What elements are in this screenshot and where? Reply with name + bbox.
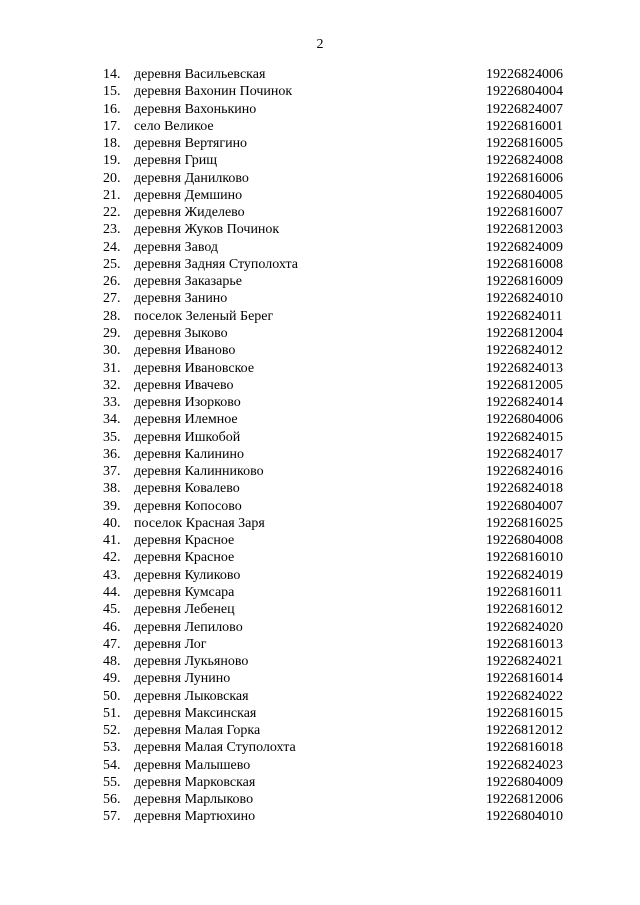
oktmo-code: 19226824017 (486, 446, 563, 462)
oktmo-code: 19226824013 (486, 360, 563, 376)
oktmo-code: 19226804009 (486, 774, 563, 790)
oktmo-code: 19226824018 (486, 481, 563, 497)
item-number: 54. (103, 757, 121, 773)
list-item (0, 757, 640, 774)
list-item (0, 342, 640, 359)
list-item (0, 411, 640, 428)
list-item (0, 308, 640, 325)
list-item (0, 791, 640, 808)
oktmo-code: 19226812006 (486, 792, 563, 808)
list-item (0, 170, 640, 187)
list-item (0, 549, 640, 566)
settlement-name: деревня Красное (134, 550, 235, 566)
list-item (0, 118, 640, 135)
item-number: 42. (103, 550, 121, 566)
oktmo-code: 19226804005 (486, 187, 563, 203)
list-item (0, 567, 640, 584)
list-item (0, 152, 640, 169)
settlement-name: деревня Задняя Ступолохта (134, 256, 299, 272)
settlement-name: деревня Ишкобой (134, 429, 241, 445)
list-item (0, 739, 640, 756)
list-item (0, 670, 640, 687)
oktmo-code: 19226816013 (486, 636, 563, 652)
item-number: 55. (103, 774, 121, 790)
settlement-name: деревня Кумсара (134, 584, 235, 600)
settlement-name: деревня Красное (134, 533, 235, 549)
oktmo-code: 19226824011 (486, 308, 563, 324)
item-number: 41. (103, 533, 121, 549)
oktmo-code: 19226824014 (486, 395, 563, 411)
oktmo-code: 19226816005 (486, 136, 563, 152)
item-number: 20. (103, 170, 121, 186)
settlement-name: деревня Куликово (134, 567, 241, 583)
oktmo-code: 19226824007 (486, 101, 563, 117)
oktmo-code: 19226816012 (486, 602, 563, 618)
item-number: 37. (103, 464, 121, 480)
oktmo-code: 19226812004 (486, 325, 563, 341)
item-number: 21. (103, 187, 121, 203)
settlement-list (0, 66, 640, 826)
oktmo-code: 19226812003 (486, 222, 563, 238)
oktmo-code: 19226824006 (486, 67, 563, 82)
settlement-name: деревня Лебенец (134, 602, 235, 618)
list-item (0, 135, 640, 152)
list-item (0, 256, 640, 273)
settlement-name: деревня Вахонькино (134, 101, 257, 117)
oktmo-code: 19226804006 (486, 412, 563, 428)
item-number: 27. (103, 291, 121, 307)
oktmo-code: 19226824012 (486, 343, 563, 359)
oktmo-code: 19226816001 (486, 118, 563, 134)
item-number: 57. (103, 809, 121, 825)
item-number: 30. (103, 343, 121, 359)
oktmo-code: 19226824008 (486, 153, 563, 169)
settlement-name: поселок Зеленый Берег (134, 308, 274, 324)
oktmo-code: 19226824019 (486, 567, 563, 583)
list-item (0, 636, 640, 653)
oktmo-code: 19226824016 (486, 464, 563, 480)
item-number: 15. (103, 84, 121, 100)
oktmo-code: 19226816025 (486, 515, 563, 531)
item-number: 45. (103, 602, 121, 618)
list-item (0, 377, 640, 394)
list-item (0, 722, 640, 739)
item-number: 40. (103, 515, 121, 531)
oktmo-code: 19226816009 (486, 274, 563, 290)
item-number: 18. (103, 136, 121, 152)
list-item (0, 325, 640, 342)
oktmo-code: 19226824021 (486, 654, 563, 670)
item-number: 53. (103, 740, 121, 756)
list-item (0, 290, 640, 307)
list-item (0, 774, 640, 791)
list-item (0, 532, 640, 549)
item-number: 47. (103, 636, 121, 652)
settlement-name: деревня Жуков Починок (134, 222, 280, 238)
list-item (0, 221, 640, 238)
list-item (0, 688, 640, 705)
list-item (0, 808, 640, 825)
item-number: 52. (103, 723, 121, 739)
oktmo-code: 19226824010 (486, 291, 563, 307)
settlement-name: деревня Демшино (134, 187, 243, 203)
settlement-name: поселок Красная Заря (134, 515, 265, 531)
oktmo-code: 19226824022 (486, 688, 563, 704)
oktmo-code: 19226816006 (486, 170, 563, 186)
settlement-name: деревня Лог (134, 636, 207, 652)
settlement-name: деревня Лукьяново (134, 654, 249, 670)
settlement-name: деревня Ивановское (134, 360, 255, 376)
settlement-name: деревня Данилково (134, 170, 249, 186)
item-number: 39. (103, 498, 121, 514)
list-item (0, 187, 640, 204)
list-item (0, 515, 640, 532)
item-number: 25. (103, 256, 121, 272)
settlement-name: деревня Завод (134, 239, 219, 255)
oktmo-code: 19226824015 (486, 429, 563, 445)
list-item (0, 619, 640, 636)
settlement-name: деревня Копосово (134, 498, 242, 514)
settlement-name: деревня Грищ (134, 153, 218, 169)
oktmo-code: 19226816018 (486, 740, 563, 756)
list-item (0, 66, 640, 83)
settlement-name: деревня Ивачево (134, 377, 234, 393)
settlement-name: деревня Лепилово (134, 619, 243, 635)
item-number: 32. (103, 377, 121, 393)
item-number: 26. (103, 274, 121, 290)
settlement-name: деревня Васильевская (134, 67, 266, 82)
oktmo-code: 19226804010 (486, 809, 563, 825)
list-item (0, 584, 640, 601)
list-item (0, 101, 640, 118)
item-number: 44. (103, 584, 121, 600)
item-number: 28. (103, 308, 121, 324)
settlement-name: деревня Марковская (134, 774, 256, 790)
item-number: 22. (103, 205, 121, 221)
oktmo-code: 19226824020 (486, 619, 563, 635)
settlement-name: деревня Занино (134, 291, 228, 307)
settlement-name: деревня Максинская (134, 705, 257, 721)
settlement-name: деревня Илемное (134, 412, 238, 428)
oktmo-code: 19226816014 (486, 671, 563, 687)
list-item (0, 601, 640, 618)
list-item (0, 360, 640, 377)
item-number: 50. (103, 688, 121, 704)
list-item (0, 273, 640, 290)
oktmo-code: 19226804007 (486, 498, 563, 514)
settlement-name: деревня Жиделево (134, 205, 245, 221)
item-number: 34. (103, 412, 121, 428)
settlement-name: деревня Малышево (134, 757, 251, 773)
list-item (0, 498, 640, 515)
settlement-name: деревня Калинино (134, 446, 245, 462)
settlement-name: деревня Ковалево (134, 481, 240, 497)
item-number: 31. (103, 360, 121, 376)
settlement-name: деревня Малая Ступолохта (134, 740, 296, 756)
page-number: 2 (316, 37, 324, 52)
item-number: 14. (103, 67, 121, 82)
settlement-name: деревня Лыковская (134, 688, 249, 704)
settlement-name: деревня Марлыково (134, 792, 254, 808)
oktmo-code: 19226812005 (486, 377, 563, 393)
settlement-name: деревня Мартюхино (134, 809, 256, 825)
settlement-name: деревня Изорково (134, 395, 241, 411)
oktmo-code: 19226804004 (486, 84, 563, 100)
item-number: 38. (103, 481, 121, 497)
oktmo-code: 19226816008 (486, 256, 563, 272)
item-number: 23. (103, 222, 121, 238)
list-item (0, 83, 640, 100)
item-number: 33. (103, 395, 121, 411)
list-item (0, 239, 640, 256)
settlement-name: деревня Иваново (134, 343, 236, 359)
oktmo-code: 19226824023 (486, 757, 563, 773)
list-item (0, 480, 640, 497)
item-number: 35. (103, 429, 121, 445)
oktmo-code: 19226816015 (486, 705, 563, 721)
list-item (0, 204, 640, 221)
settlement-name: деревня Вертягино (134, 136, 248, 152)
oktmo-code: 19226812012 (486, 723, 563, 739)
item-number: 51. (103, 705, 121, 721)
settlement-name: деревня Калинниково (134, 464, 264, 480)
settlement-name: деревня Малая Горка (134, 723, 261, 739)
item-number: 29. (103, 325, 121, 341)
item-number: 48. (103, 654, 121, 670)
list-item (0, 429, 640, 446)
item-number: 17. (103, 118, 121, 134)
list-item (0, 463, 640, 480)
settlement-name: деревня Вахонин Починок (134, 84, 293, 100)
settlement-name: деревня Зыково (134, 325, 228, 341)
oktmo-code: 19226816010 (486, 550, 563, 566)
oktmo-code: 19226824009 (486, 239, 563, 255)
oktmo-code: 19226816011 (486, 584, 563, 600)
oktmo-code: 19226804008 (486, 533, 563, 549)
item-number: 43. (103, 567, 121, 583)
settlement-name: село Великое (134, 118, 214, 134)
item-number: 36. (103, 446, 121, 462)
item-number: 24. (103, 239, 121, 255)
item-number: 46. (103, 619, 121, 635)
oktmo-code: 19226816007 (486, 205, 563, 221)
item-number: 56. (103, 792, 121, 808)
settlement-name: деревня Лунино (134, 671, 231, 687)
list-item (0, 394, 640, 411)
list-item (0, 705, 640, 722)
list-item (0, 653, 640, 670)
settlement-name: деревня Заказарье (134, 274, 242, 290)
item-number: 49. (103, 671, 121, 687)
list-item (0, 446, 640, 463)
item-number: 19. (103, 153, 121, 169)
item-number: 16. (103, 101, 121, 117)
